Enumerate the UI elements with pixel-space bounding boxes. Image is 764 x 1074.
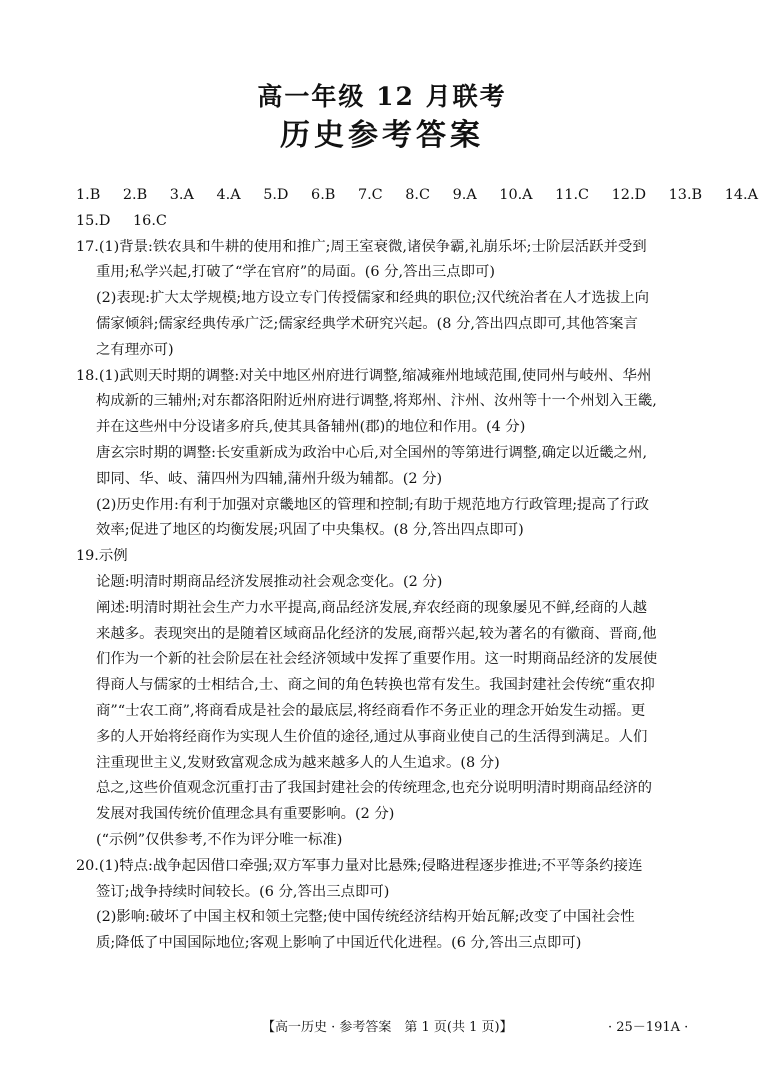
text-line: 19.示例 bbox=[76, 548, 128, 565]
text-line: 发展对我国传统价值理念具有重要影响。(2 分) bbox=[96, 806, 395, 823]
text-line: 质;降低了中国国际地位;客观上影响了中国近代化进程。(6 分,答出三点即可) bbox=[96, 935, 582, 952]
mc-answer: 4.A bbox=[216, 187, 241, 203]
mc-answer: 14.A bbox=[724, 187, 758, 203]
footer-page-info: 【高一历史 · 参考答案 第 1 页(共 1 页)】 bbox=[262, 1020, 513, 1035]
text-line: 重用;私学兴起,打破了“学在官府”的局面。(6 分,答出三点即可) bbox=[96, 264, 496, 281]
text-line: 即同、华、岐、蒲四州为四辅,蒲州升级为辅都。(2 分) bbox=[96, 470, 443, 487]
mc-answer: 1.B bbox=[76, 187, 101, 203]
exam-title: 高一年级 12 月联考 bbox=[257, 82, 507, 111]
mc-answer: 3.A bbox=[169, 187, 194, 203]
mc-answer: 12.D bbox=[611, 187, 647, 203]
text-line: 唐玄宗时期的调整:长安重新成为政治中心后,对全国州的等第进行调整,确定以近畿之州, bbox=[96, 444, 648, 461]
text-line: 商”“士农工商”,将商看成是社会的最底层,将经商看作不务正业的理念开始发生动摇。更 bbox=[96, 702, 646, 719]
mc-answer: 11.C bbox=[555, 187, 590, 203]
text-line: (“示例”仅供参考,不作为评分唯一标准) bbox=[96, 831, 343, 848]
mc-answer: 8.C bbox=[405, 187, 431, 203]
mc-answer: 7.C bbox=[357, 187, 383, 203]
question-17-answer bbox=[76, 235, 696, 364]
mc-answer: 5.D bbox=[263, 187, 289, 203]
text-line: 多的人开始将经商作为实现人生价值的途径,通过从事商业使自己的生活得到满足。人们 bbox=[96, 728, 648, 745]
text-line: 注重现世主义,发财致富观念成为越来越多人的人生追求。(8 分) bbox=[96, 754, 500, 771]
mc-answer: 9.A bbox=[452, 187, 477, 203]
document-subtitle: 历史参考答案 bbox=[280, 118, 484, 153]
text-line: 儒家倾斜;儒家经典传承广泛;儒家经典学术研究兴起。(8 分,答出四点即可,其他答案言 bbox=[96, 315, 638, 332]
mc-answer: 13.B bbox=[668, 187, 703, 203]
question-19-answer bbox=[76, 544, 696, 854]
text-line: 签订;战争持续时间较长。(6 分,答出三点即可) bbox=[96, 883, 390, 900]
mc-answers-row-2 bbox=[76, 209, 696, 235]
text-line: 20.(1)特点:战争起因借口牵强;双方军事力量对比悬殊;侵略进程逐步推进;不平等条约接连 bbox=[76, 857, 643, 874]
text-line: (2)表现:扩大太学规模;地方设立专门传授儒家和经典的职位;汉代统治者在人才选拔上向 bbox=[96, 290, 649, 307]
mc-answer: 2.B bbox=[122, 187, 148, 203]
text-line: 之有理亦可) bbox=[96, 341, 174, 358]
text-line: (2)历史作用:有利于加强对京畿地区的管理和控制;有助于规范地方行政管理;提高了行政 bbox=[96, 496, 649, 513]
text-line: 们作为一个新的社会阶层在社会经济领域中发挥了重要作用。这一时期商品经济的发展使 bbox=[96, 651, 658, 668]
mc-answer: 6.B bbox=[311, 187, 336, 203]
text-line: 构成新的三辅州;对东都洛阳附近州府进行调整,将郑州、汴州、汝州等十一个州划入王畿, bbox=[96, 393, 657, 410]
text-line: 论题:明清时期商品经济发展推动社会观念变化。(2 分) bbox=[96, 573, 443, 590]
text-line: 得商人与儒家的士相结合,士、商之间的角色转换也常有发生。我国封建社会传统“重农抑 bbox=[96, 677, 655, 694]
answer-body bbox=[76, 183, 758, 957]
mc-answer: 15.D bbox=[76, 212, 111, 229]
mc-answers-row-1 bbox=[76, 183, 758, 209]
text-line: 阐述:明清时期社会生产力水平提高,商品经济发展,弃农经商的现象屡见不鲜,经商的人越 bbox=[96, 599, 648, 616]
text-line: 来越多。表现突出的是随着区域商品化经济的发展,商帮兴起,较为著名的有徽商、晋商,他 bbox=[96, 625, 657, 642]
text-line: 效率;促进了地区的均衡发展;巩固了中央集权。(8 分,答出四点即可) bbox=[96, 522, 524, 539]
mc-answer: 16.C bbox=[133, 212, 167, 229]
text-line: (2)影响:破坏了中国主权和领土完整;使中国传统经济结构开始瓦解;改变了中国社会性 bbox=[96, 909, 635, 926]
question-20-answer bbox=[76, 854, 696, 957]
footer-code: · 25－191A · bbox=[608, 1020, 689, 1035]
mc-answer: 10.A bbox=[499, 187, 533, 203]
text-line: 总之,这些价值观念沉重打击了我国封建社会的传统理念,也充分说明明清时期商品经济的 bbox=[96, 780, 652, 797]
text-line: 17.(1)背景:铁农具和牛耕的使用和推广;周王室衰微,诸侯争霸,礼崩乐坏;士阶层活跃并受到 bbox=[76, 238, 647, 255]
text-line: 18.(1)武则天时期的调整:对关中地区州府进行调整,缩减雍州地域范围,使同州与岐州、华州 bbox=[76, 367, 652, 384]
question-18-answer bbox=[76, 364, 696, 545]
text-line: 并在这些州中分设诸多府兵,使其具备辅州(郡)的地位和作用。(4 分) bbox=[96, 419, 526, 436]
